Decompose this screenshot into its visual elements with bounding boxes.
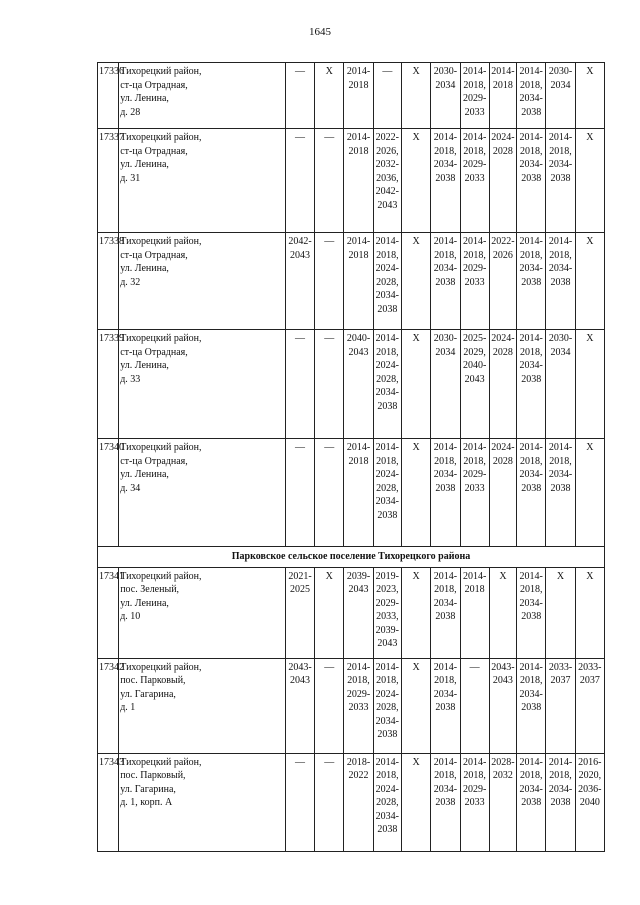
period-cell: 2018- 2022	[344, 753, 373, 851]
period-cell: X	[575, 567, 604, 658]
table-body-part-2	[98, 567, 605, 851]
period-cell: 2039- 2043	[344, 567, 373, 658]
period-cell: 2014- 2018, 2034- 2038	[517, 330, 546, 439]
address-cell	[119, 63, 286, 129]
address-line: Тихорецкий район,	[120, 132, 202, 143]
period-cell: 2024- 2028	[489, 129, 516, 233]
address-line: пос. Парковый,	[120, 675, 186, 686]
row-number: 17339	[98, 330, 119, 439]
period-cell: 2016- 2020, 2036- 2040	[575, 753, 604, 851]
address-line: ул. Гагарина,	[120, 688, 176, 700]
period-cell: 2014- 2018, 2034- 2038	[517, 129, 546, 233]
address-line: д. 1, корп. А	[120, 797, 173, 808]
period-cell: 2014- 2018, 2029- 2033	[460, 63, 489, 129]
period-cell: X	[575, 439, 604, 547]
address-line: пос. Парковый,	[120, 770, 186, 781]
table-row	[98, 233, 605, 330]
period-cell: —	[315, 753, 344, 851]
address-line: д. 33	[120, 373, 141, 385]
period-cell: —	[285, 753, 314, 851]
period-cell: 2022- 2026, 2032- 2036, 2042- 2043	[373, 129, 401, 233]
address-line: Тихорецкий район,	[120, 442, 202, 453]
address-line: ул. Гагарина,	[120, 783, 176, 795]
period-cell: X	[401, 330, 430, 439]
table-row	[98, 330, 605, 439]
register-table	[97, 62, 605, 852]
address-line: пос. Зеленый,	[120, 584, 180, 595]
period-cell: 2014- 2018	[344, 439, 373, 547]
address-cell	[119, 753, 286, 851]
address-line: ул. Ленина,	[120, 360, 169, 371]
period-cell: 2014- 2018, 2029- 2033	[460, 129, 489, 233]
period-cell: 2014- 2018, 2034- 2038	[431, 753, 460, 851]
row-number: 17341	[98, 567, 119, 658]
table-section	[98, 547, 605, 568]
period-cell: X	[489, 567, 516, 658]
period-cell: 2014- 2018, 2034- 2038	[517, 63, 546, 129]
table-row	[98, 658, 605, 753]
period-cell: 2014- 2018, 2034- 2038	[546, 439, 575, 547]
address-line: ул. Ленина,	[120, 597, 169, 609]
address-line: д. 28	[120, 106, 141, 118]
period-cell: 2014- 2018, 2029- 2033	[344, 658, 373, 753]
period-cell: X	[401, 63, 430, 129]
address-line: ул. Ленина,	[120, 159, 169, 170]
table-row	[98, 753, 605, 851]
period-cell: 2014- 2018, 2034- 2038	[517, 753, 546, 851]
address-cell	[119, 129, 286, 233]
period-cell: 2025- 2029, 2040- 2043	[460, 330, 489, 439]
address-line: ст-ца Отрадная,	[120, 346, 188, 358]
period-cell: X	[401, 129, 430, 233]
period-cell: 2014- 2018, 2034- 2038	[517, 439, 546, 547]
section-title: Парковское сельское поселение Тихорецкого района	[98, 547, 605, 568]
period-cell: —	[285, 63, 314, 129]
period-cell: X	[546, 567, 575, 658]
period-cell: 2042- 2043	[285, 233, 314, 330]
address-line: ст-ца Отрадная,	[120, 455, 188, 467]
period-cell: 2014- 2018, 2024- 2028, 2034- 2038	[373, 233, 401, 330]
period-cell: —	[285, 439, 314, 547]
period-cell: 2021- 2025	[285, 567, 314, 658]
address-line: ул. Ленина,	[120, 93, 169, 104]
period-cell: 2040- 2043	[344, 330, 373, 439]
period-cell: —	[285, 330, 314, 439]
period-cell: 2024- 2028	[489, 439, 516, 547]
address-line: Тихорецкий район,	[120, 333, 202, 344]
period-cell: 2022- 2026	[489, 233, 516, 330]
period-cell: 2030- 2034	[546, 63, 575, 129]
period-cell: —	[315, 129, 344, 233]
row-number: 17337	[98, 129, 119, 233]
period-cell: X	[575, 330, 604, 439]
period-cell: 2014- 2018, 2029- 2033	[460, 753, 489, 851]
period-cell: —	[460, 658, 489, 753]
address-line: ст-ца Отрадная,	[120, 145, 188, 157]
period-cell: 2014- 2018, 2034- 2038	[517, 567, 546, 658]
period-cell: 2014- 2018, 2024- 2028, 2034- 2038	[373, 439, 401, 547]
period-cell: 2014- 2018, 2034- 2038	[546, 233, 575, 330]
period-cell: 2014- 2018, 2034- 2038	[431, 567, 460, 658]
period-cell: 2014- 2018, 2024- 2028, 2034- 2038	[373, 658, 401, 753]
period-cell: 2014- 2018	[344, 233, 373, 330]
address-line: ст-ца Отрадная,	[120, 79, 188, 91]
period-cell: X	[401, 233, 430, 330]
period-cell: X	[401, 439, 430, 547]
row-number: 17340	[98, 439, 119, 547]
period-cell: —	[315, 330, 344, 439]
period-cell: 2030- 2034	[431, 330, 460, 439]
period-cell: 2014- 2018, 2024- 2028, 2034- 2038	[373, 330, 401, 439]
address-line: ст-ца Отрадная,	[120, 249, 188, 261]
period-cell: 2014- 2018, 2034- 2038	[546, 129, 575, 233]
row-number: 17342	[98, 658, 119, 753]
section-row	[98, 547, 605, 568]
period-cell: X	[315, 63, 344, 129]
address-line: д. 1	[120, 702, 136, 713]
address-line: д. 32	[120, 276, 141, 288]
period-cell: 2043- 2043	[489, 658, 516, 753]
row-number: 17336	[98, 63, 119, 129]
period-cell: 2014- 2018, 2034- 2038	[431, 439, 460, 547]
period-cell: 2014- 2018, 2034- 2038	[431, 658, 460, 753]
period-cell: X	[401, 567, 430, 658]
period-cell: X	[401, 753, 430, 851]
period-cell: 2033- 2037	[546, 658, 575, 753]
row-number: 17338	[98, 233, 119, 330]
period-cell: 2014- 2018	[489, 63, 516, 129]
table-row	[98, 129, 605, 233]
period-cell: —	[315, 439, 344, 547]
address-cell	[119, 567, 286, 658]
address-line: Тихорецкий район,	[120, 236, 202, 247]
page-number: 1645	[309, 26, 331, 38]
address-cell	[119, 330, 286, 439]
period-cell: —	[285, 129, 314, 233]
period-cell: X	[401, 658, 430, 753]
period-cell: 2030- 2034	[431, 63, 460, 129]
period-cell: 2014- 2018, 2034- 2038	[517, 233, 546, 330]
period-cell: 2014- 2018, 2024- 2028, 2034- 2038	[373, 753, 401, 851]
period-cell: 2014- 2018	[344, 129, 373, 233]
row-number: 17343	[98, 753, 119, 851]
table-row	[98, 439, 605, 547]
period-cell: X	[575, 63, 604, 129]
period-cell: X	[575, 233, 604, 330]
period-cell: 2014- 2018, 2029- 2033	[460, 233, 489, 330]
address-cell	[119, 233, 286, 330]
address-line: Тихорецкий район,	[120, 756, 202, 768]
address-line: д. 10	[120, 611, 141, 622]
period-cell: —	[373, 63, 401, 129]
address-line: д. 31	[120, 172, 141, 184]
period-cell: X	[315, 567, 344, 658]
address-cell	[119, 658, 286, 753]
period-cell: 2033- 2037	[575, 658, 604, 753]
period-cell: —	[315, 233, 344, 330]
address-line: Тихорецкий район,	[120, 570, 202, 582]
table-body-part-1	[98, 63, 605, 547]
period-cell: 2014- 2018	[344, 63, 373, 129]
period-cell: 2014- 2018, 2034- 2038	[431, 233, 460, 330]
address-line: Тихорецкий район,	[120, 66, 202, 77]
period-cell: X	[575, 129, 604, 233]
period-cell: 2028- 2032	[489, 753, 516, 851]
period-cell: 2024- 2028	[489, 330, 516, 439]
period-cell: 2019- 2023, 2029- 2033, 2039- 2043	[373, 567, 401, 658]
address-line: д. 34	[120, 482, 141, 494]
period-cell: 2014- 2018, 2034- 2038	[546, 753, 575, 851]
table-row	[98, 63, 605, 129]
address-line: ул. Ленина,	[120, 469, 169, 480]
period-cell: —	[315, 658, 344, 753]
period-cell: 2014- 2018, 2034- 2038	[517, 658, 546, 753]
period-cell: 2030- 2034	[546, 330, 575, 439]
period-cell: 2014- 2018, 2034- 2038	[431, 129, 460, 233]
address-cell	[119, 439, 286, 547]
period-cell: 2014- 2018	[460, 567, 489, 658]
table-row	[98, 567, 605, 658]
address-line: ул. Ленина,	[120, 263, 169, 274]
period-cell: 2043- 2043	[285, 658, 314, 753]
period-cell: 2014- 2018, 2029- 2033	[460, 439, 489, 547]
address-line: Тихорецкий район,	[120, 661, 202, 673]
